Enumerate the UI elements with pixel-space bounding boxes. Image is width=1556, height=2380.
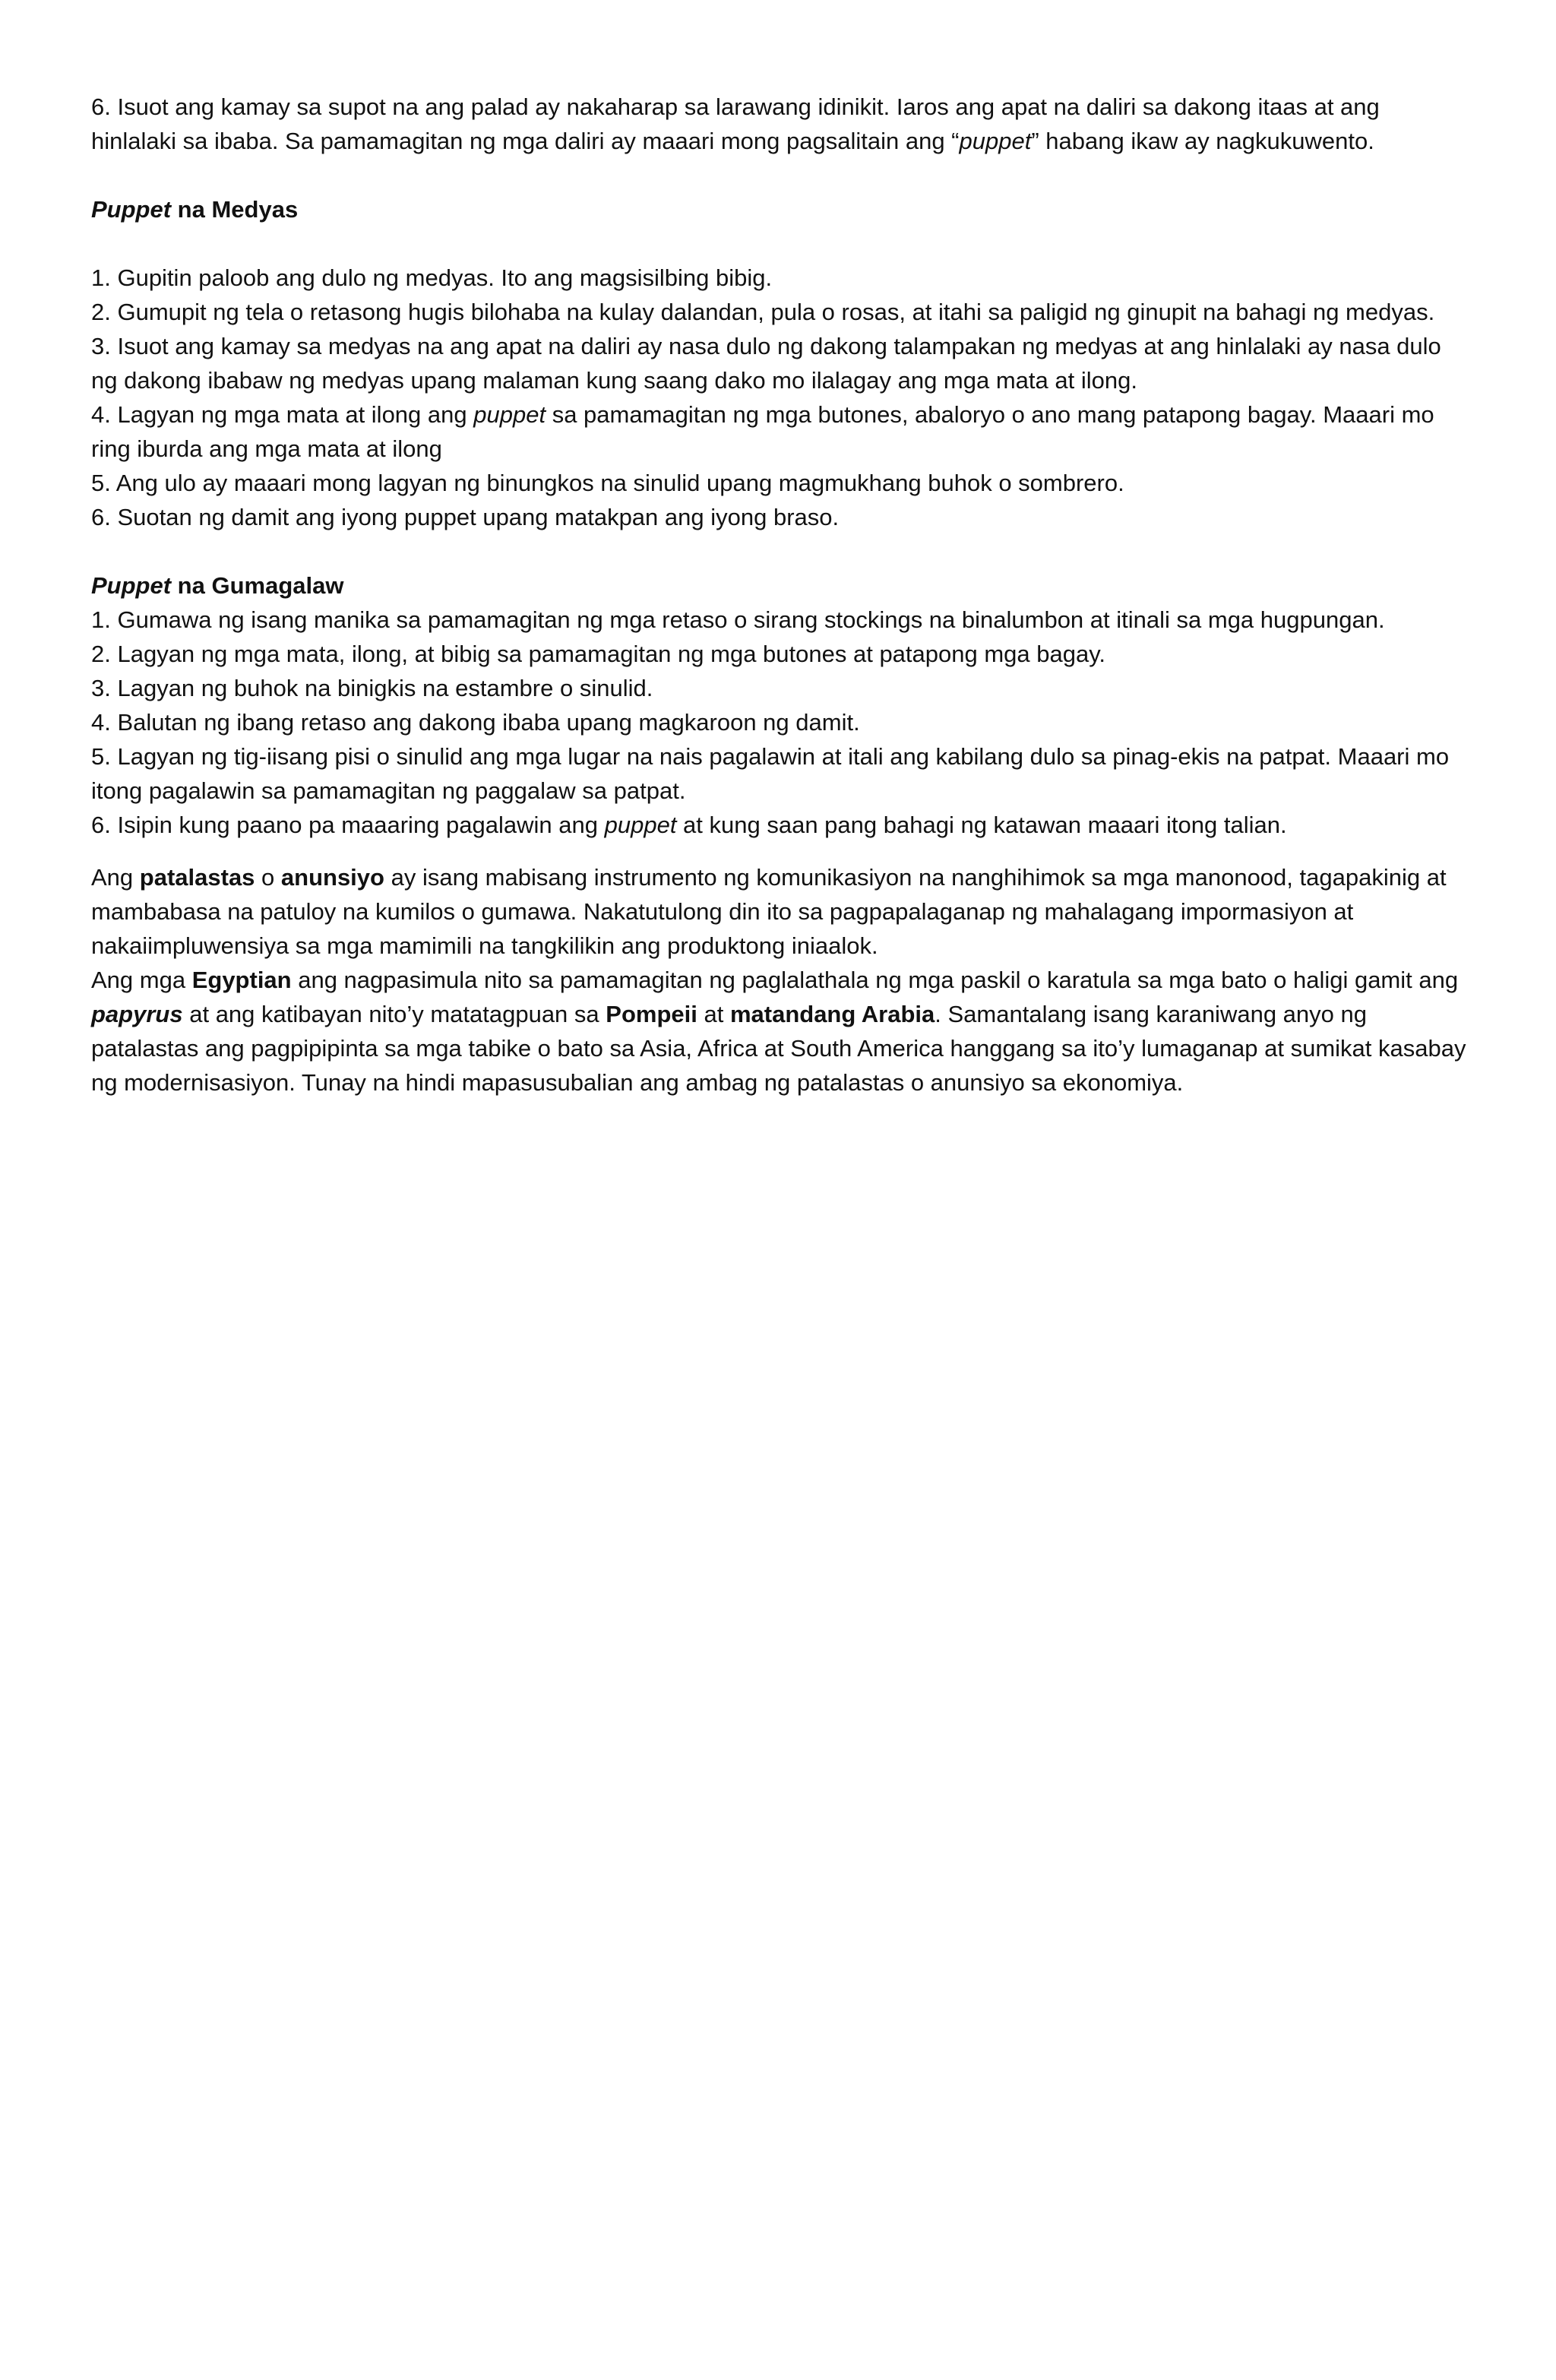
section-heading-gumagalaw [91, 568, 1466, 603]
text-run: ay isang mabisang instrumento ng komunikasiyon na nanghihimok sa mga manonood, tagapakinig at mambabasa na patuloy na kumilos o gumawa. Nakatutulong din ito sa pagpapalaganap ng mahalagang impormasiyon at nakaiimpluwensiya sa mga mamimili na tangkilikin ang produktong iniaalok. [91, 864, 1447, 959]
spacer [91, 226, 1466, 261]
heading-emphasis: Puppet [91, 572, 172, 599]
text-run: at ang katibayan nito’y matatagpuan sa [182, 1001, 606, 1027]
text-run: 4. Lagyan ng mga mata at ilong ang [91, 401, 474, 428]
text-run: o [255, 864, 281, 891]
medyas-step-5: 5. Ang ulo ay maaari mong lagyan ng binungkos na sinulid upang magmukhang buhok o sombrero. [91, 470, 1124, 496]
medyas-step-1: 1. Gupitin paloob ang dulo ng medyas. Ito ang magsisilbing bibig. [91, 264, 773, 291]
term-pompeii: Pompeii [606, 1001, 697, 1027]
text-run: at [697, 1001, 730, 1027]
gumagalaw-step-1: 1. Gumawa ng isang manika sa pamamagitan ng mga retaso o sirang stockings na binalumbon at itinali sa mga hugpungan. [91, 606, 1385, 633]
text-run: Ang [91, 864, 140, 891]
text-run: ang nagpasimula nito sa pamamagitan ng paglalathala ng mga paskil o karatula sa mga bato o haligi gamit ang [291, 967, 1459, 993]
document-page [91, 90, 1466, 1100]
gumagalaw-step-5: 5. Lagyan ng tig-iisang pisi o sinulid ang mga lugar na nais pagalawin at itali ang kabilang dulo sa pinag-ekis na patpat. Maaari mo itong pagalawin sa pamamagitan ng paggalaw sa patpat. [91, 743, 1450, 804]
intro-step-6 [91, 90, 1466, 158]
heading-emphasis: Puppet [91, 196, 172, 223]
patalastas-paragraph-2 [91, 963, 1466, 1100]
spacer [91, 842, 1466, 860]
medyas-step-4 [91, 397, 1466, 466]
spacer [91, 158, 1466, 192]
medyas-step-6: 6. Suotan ng damit ang iyong puppet upang matakpan ang iyong braso. [91, 504, 840, 530]
heading-text: na Gumagalaw [171, 572, 344, 599]
term-papyrus: papyrus [91, 1001, 183, 1027]
medyas-step-2: 2. Gumupit ng tela o retasong hugis bilohaba na kulay dalandan, pula o rosas, at itahi sa paligid ng ginupit na bahagi ng medyas. [91, 299, 1435, 325]
text-run: Ang mga [91, 967, 192, 993]
gumagalaw-step-2: 2. Lagyan ng mga mata, ilong, at bibig sa pamamagitan ng mga butones at patapong mga bagay. [91, 641, 1106, 667]
text-run: ” habang ikaw ay nagkukuwento. [1031, 128, 1374, 154]
text-run: at kung saan pang bahagi ng katawan maaari itong talian. [676, 812, 1287, 838]
text-run: sa pamamagitan ng mga butones, abaloryo o ano mang patapong bagay. Maaari mo ring iburda ang mga mata at ilong [91, 401, 1434, 462]
gumagalaw-step-4: 4. Balutan ng ibang retaso ang dakong ibaba upang magkaroon ng damit. [91, 709, 860, 736]
emphasis-puppet: puppet [604, 812, 677, 838]
term-patalastas: patalastas [139, 864, 255, 891]
text-run: 6. Isipin kung paano pa maaaring pagalawin ang [91, 812, 605, 838]
term-egyptian: Egyptian [191, 967, 292, 993]
text-run: 6. Isuot ang kamay sa supot na ang palad ay nakaharap sa larawang idinikit. Iaros ang apat na daliri sa dakong itaas at ang hinlalaki sa ibaba. Sa pamamagitan ng mga daliri ay maaari mong pagsalitain ang “ [91, 93, 1380, 154]
spacer [91, 534, 1466, 568]
heading-text: na Medyas [171, 196, 299, 223]
section-heading-medyas [91, 192, 1466, 226]
term-matandang-arabia: matandang Arabia [729, 1001, 935, 1027]
medyas-step-3: 3. Isuot ang kamay sa medyas na ang apat na daliri ay nasa dulo ng dakong talampakan ng medyas at ang hinlalaki ay nasa dulo ng dakong ibabaw ng medyas upang malaman kung saang dako mo ilalagay ang mga mata at ilong. [91, 333, 1441, 394]
emphasis-puppet: puppet [473, 401, 546, 428]
patalastas-paragraph-1 [91, 860, 1466, 963]
text-run: . Samantalang isang karaniwang anyo ng patalastas ang pagpipipinta sa mga tabike o bato sa Asia, Africa at South America hanggang sa ito’y lumaganap at sumikat kasabay ng modernisasiyon. Tunay na hindi mapasusubalian ang ambag ng patalastas o anunsiyo sa ekonomiya. [91, 1001, 1466, 1096]
gumagalaw-step-3: 3. Lagyan ng buhok na binigkis na estambre o sinulid. [91, 675, 653, 701]
gumagalaw-step-6 [91, 808, 1466, 842]
emphasis-puppet: puppet [959, 128, 1032, 154]
term-anunsiyo: anunsiyo [280, 864, 384, 891]
